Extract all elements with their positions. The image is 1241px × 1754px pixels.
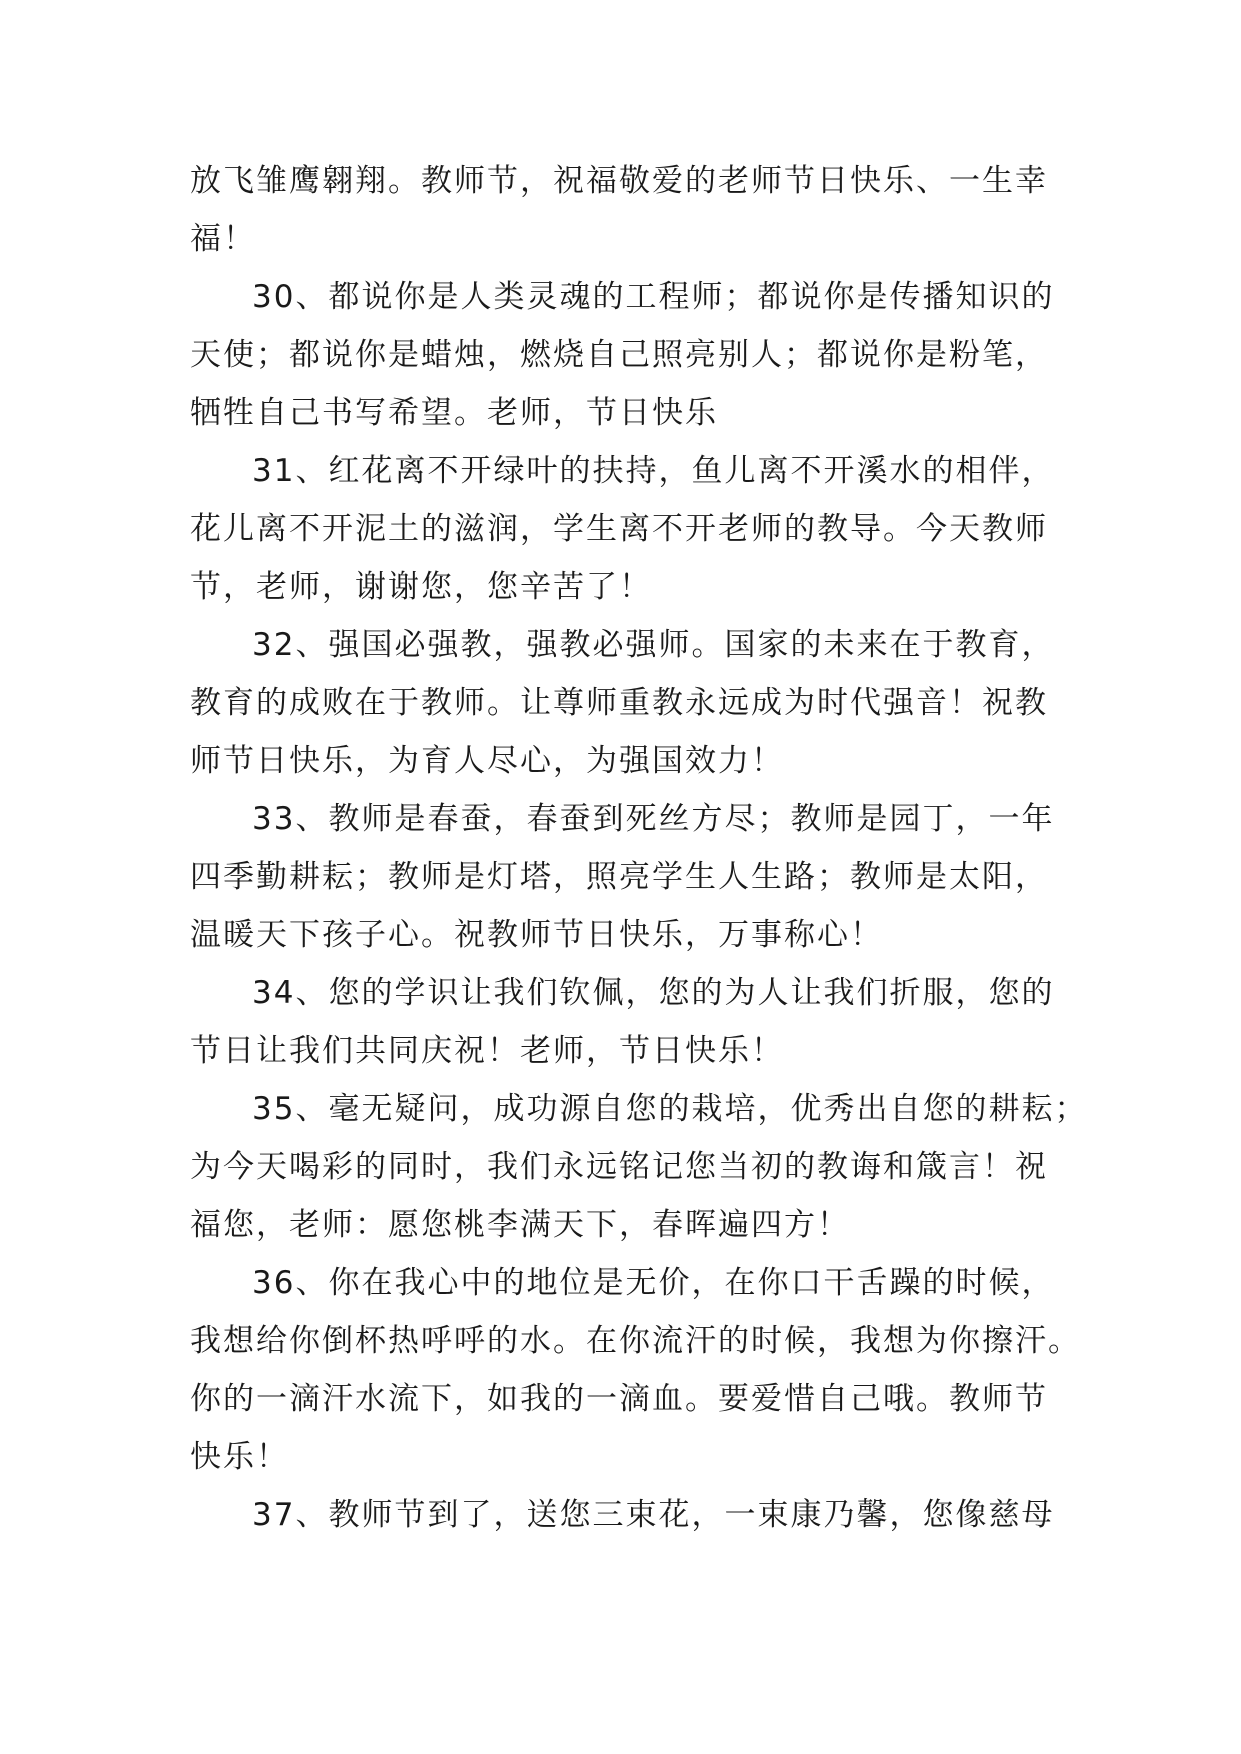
text-line: 30、都说你是人类灵魂的工程师；都说你是传播知识的 [252,279,1055,315]
text-line: 31、红花离不开绿叶的扶持，鱼儿离不开溪水的相伴， [252,453,1055,489]
text-line: 你的一滴汗水流下，如我的一滴血。要爱惜自己哦。教师节 [190,1381,1048,1417]
paragraph-item-34 [190,964,1070,1080]
text-line: 节日让我们共同庆祝！老师，节日快乐！ [190,1033,784,1069]
text-line: 天使；都说你是蜡烛，燃烧自己照亮别人；都说你是粉笔， [190,337,1048,373]
text-line: 节，老师，谢谢您，您辛苦了！ [190,569,652,605]
text-line: 为今天喝彩的同时，我们永远铭记您当初的教诲和箴言！祝 [190,1149,1048,1185]
paragraph-item-30 [190,268,1070,442]
text-line: 我想给你倒杯热呼呼的水。在你流汗的时候，我想为你擦汗。 [190,1323,1081,1359]
paragraph-item-37 [190,1486,1070,1544]
text-line: 温暖天下孩子心。祝教师节日快乐，万事称心！ [190,917,883,953]
text-line: 33、教师是春蚕，春蚕到死丝方尽；教师是园丁，一年 [252,801,1055,837]
paragraph-item-36 [190,1254,1081,1486]
text-line: 36、你在我心中的地位是无价，在你口干舌躁的时候， [252,1265,1055,1301]
text-line: 34、您的学识让我们钦佩，您的为人让我们折服，您的 [252,975,1055,1011]
text-line: 32、强国必强教，强教必强师。国家的未来在于教育， [252,627,1055,663]
paragraph-continuation [190,152,1070,268]
text-line: 福您，老师：愿您桃李满天下，春晖遍四方！ [190,1207,850,1243]
text-line: 师节日快乐，为育人尽心，为强国效力！ [190,743,784,779]
text-line: 35、毫无疑问，成功源自您的栽培，优秀出自您的耕耘； [252,1091,1088,1127]
text-line: 福！ [190,221,256,257]
paragraph-item-32 [190,616,1070,790]
text-line: 四季勤耕耘；教师是灯塔，照亮学生人生路；教师是太阳， [190,859,1048,895]
paragraph-item-31 [190,442,1070,616]
text-line: 花儿离不开泥土的滋润，学生离不开老师的教导。今天教师 [190,511,1048,547]
paragraph-item-35 [190,1080,1088,1254]
text-line: 教育的成败在于教师。让尊师重教永远成为时代强音！祝教 [190,685,1048,721]
text-line: 快乐！ [190,1439,289,1475]
text-line: 37、教师节到了，送您三束花，一束康乃馨，您像慈母 [252,1497,1055,1533]
paragraph-item-33 [190,790,1070,964]
text-line: 牺牲自己书写希望。老师，节日快乐 [190,395,718,431]
text-line: 放飞雏鹰翱翔。教师节，祝福敬爱的老师节日快乐、一生幸 [190,163,1048,199]
